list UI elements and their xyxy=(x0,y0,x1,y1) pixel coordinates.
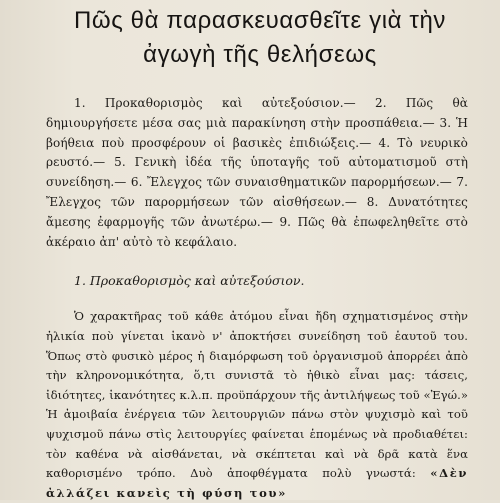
body-paragraph-quote: «Δὲν ἀλλάζει κανεὶς τὴ φύση του» xyxy=(46,466,468,500)
chapter-contents-summary: 1. Προκαθορισμὸς καὶ αὐτεξούσιον.— 2. Πῶς θὰ δημιουργήσετε μέσα σας μιὰ παρακίνηση στὴν προσπάθεια.— 3. Ἡ βοήθεια ποὺ προσφέρουν οἱ βασικὲς ἐπιδιώξεις.— 4. Τὸ νευρικὸ ρευστό.— 5. Γενικὴ ἰδέα τῆς ὑποταγῆς τοῦ αὐτοματισμοῦ στὴ συνείδηση.— 6. Ἔλεγχος τῶν συναισθηματικῶν παρορμήσεων.— 7. Ἔλεγχος τῶν παρορμήσεων τῶν αἰσθήσεων.— 8. Δυνατότητες ἄμεσης ἐφαρμογῆς τῶν ἀνωτέρω.— 9. Πῶς θὰ ἐπωφεληθεῖτε στὸ ἀκέραιο ἀπ' αὐτὸ τὸ κεφάλαιο. xyxy=(46,96,468,249)
chapter-title-line-1: Πῶς θὰ παρασκευασθεῖτε γιὰ τὴν xyxy=(73,7,447,34)
section-heading: 1. Προκαθορισμὸς καὶ αὐτεξούσιον. xyxy=(74,273,305,289)
chapter-title-line-2: ἀγωγὴ τῆς θελήσεως xyxy=(143,41,377,68)
chapter-title xyxy=(52,4,468,72)
body-paragraph-text: Ὁ χαρακτῆρας τοῦ κάθε ἀτόμου εἶναι ἤδη σχηματισμένος στὴν ἡλικία ποὺ γίνεται ἱκανὸ ν' ἀποκτήσει συνείδηση τοῦ ἑαυτοῦ του. Ὅπως στὸ φυσικὸ μέρος ἡ διαμόρφωση τοῦ ὀργανισμοῦ ἀπορρέει ἀπὸ τὴν κληρονομικότητα, ὅ,τι συνιστᾶ τὸ ἠθικὸ εἶναι μας: τάσεις, ἰδιότητες, ἱκανότητες κ.λ.π. προϋπάρχουν τῆς ἀντιλήψεως τοῦ «Ἐγώ.» Ἡ ἀμοιβαία ἐνέργεια τῶν λειτουργιῶν πάνω στὸν ψυχισμὸ καὶ τοῦ ψυχισμοῦ πάνω στὶς λειτουργίες φαίνεται ἑπομένως νὰ προδιαθέτει: τὸν καθένα νὰ αἰσθάνεται, νὰ σκέπτεται καὶ νὰ δρᾶ κατὰ ἕνα καθορισμένο τρόπο. Δυὸ ἀποφθέγματα πολὺ γνωστά: xyxy=(46,309,468,481)
body-paragraph xyxy=(46,307,468,503)
